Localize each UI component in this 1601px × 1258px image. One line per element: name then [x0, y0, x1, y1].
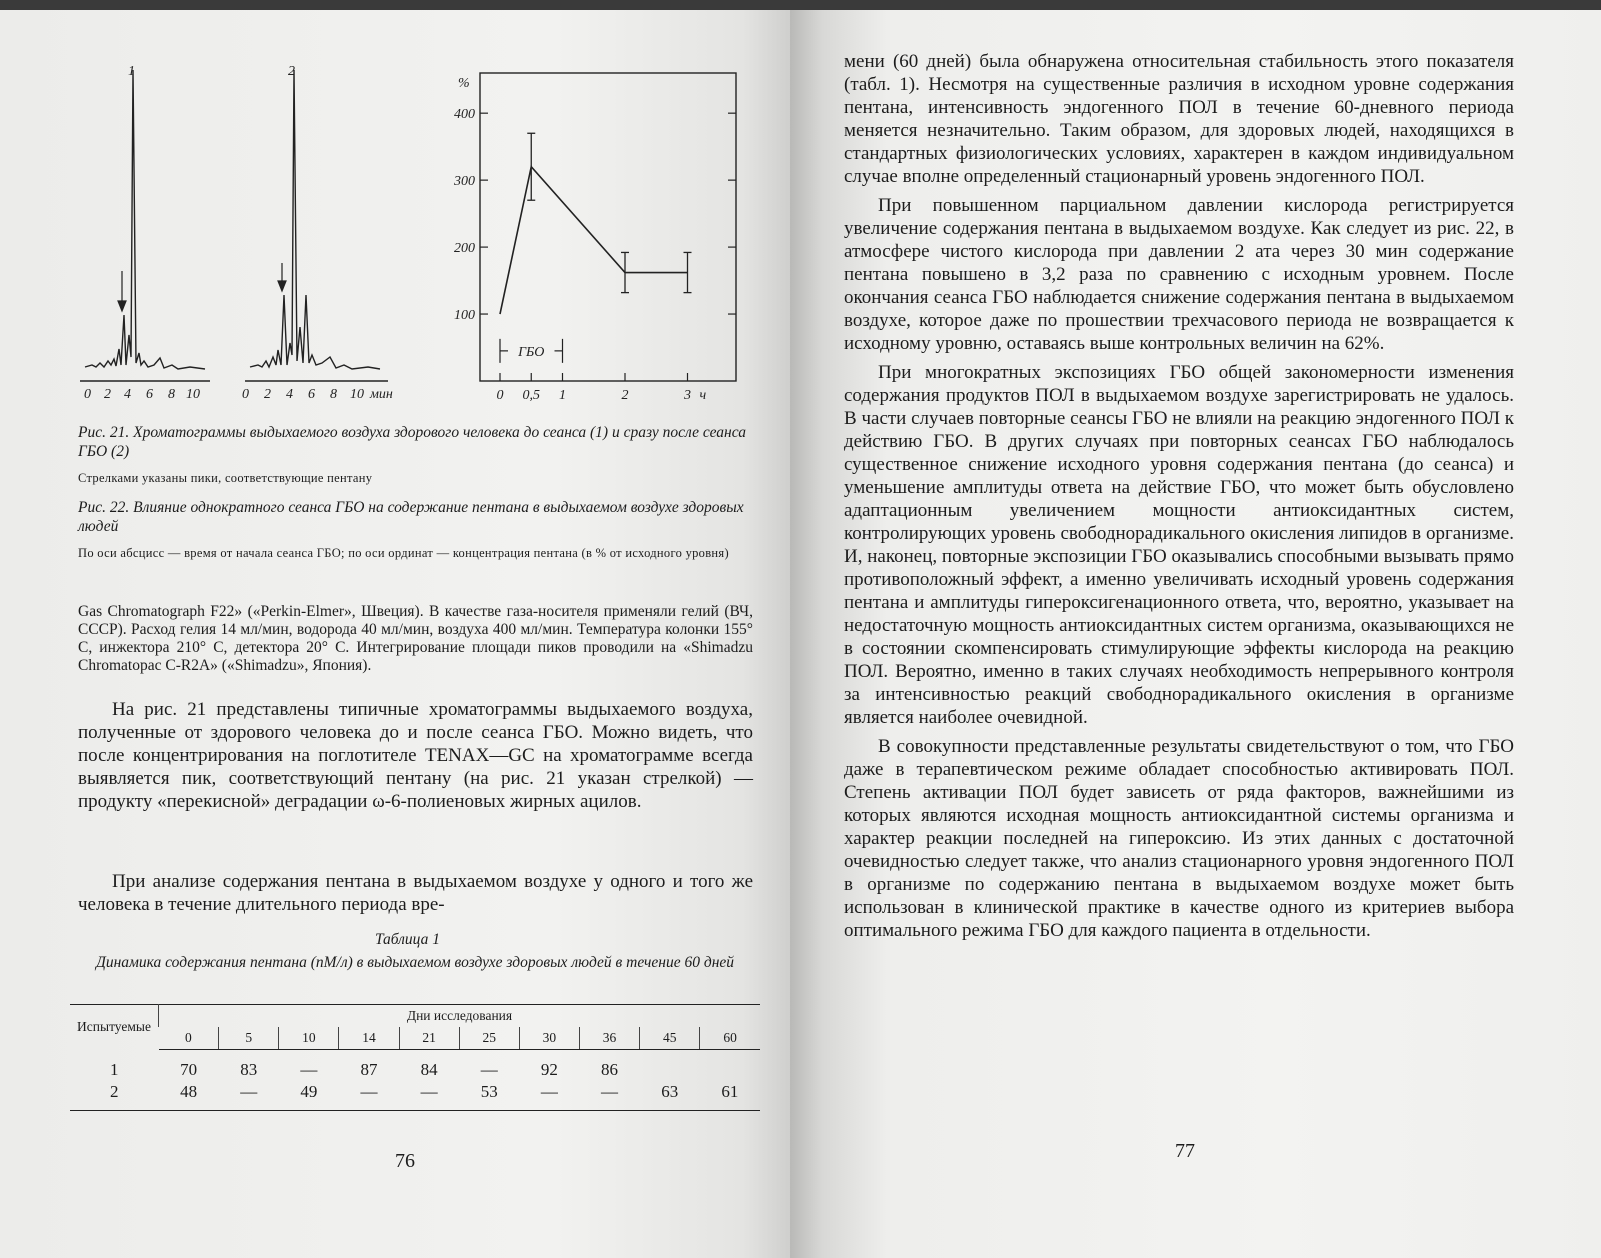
left-page: [0, 10, 790, 1258]
methods-paragraph: Gas Chromatograph F22» («Perkin-Elmer», Швеция). В качестве газа-носителя применяли гелий (ВЧ, СССР). Расход гелия 14 мл/мин, водорода 40 мл/мин, воздуха 400 мл/мин. Температура колонки 155° С, инжектора 210° С, детектора 20° С. Интегрирование площади пиков проводили на «Shimadzu Chromatopac C-R2A» («Shimadzu», Япония).: [78, 603, 753, 674]
chrom1-tick: 6: [146, 387, 153, 402]
value-cell: —: [360, 1082, 378, 1101]
subject-cell: 1: [110, 1059, 119, 1079]
chrom1-tick: 2: [104, 387, 111, 402]
figure-22-note: По оси абсцисс — время от начала сеанса ГБО; по оси ординат — концентрация пентана (в % от исходного уровня): [78, 546, 729, 560]
value-cell: 92: [540, 1060, 558, 1079]
day-header: 5: [219, 1027, 279, 1050]
paragraph-fig21: На рис. 21 представлены типичные хроматограммы выдыхаемого воздуха, полученные от здорового человека до и после сеанса ГБО. Можно видеть, что после концентрирования на поглотителе TENAX—GC на хроматограмме всегда выявляется пик, соответствующий пентану (на рис. 21 указан стрелкой) — продукту «перекисной» деградации ω-6-полиеновых жирных ацилов.: [78, 699, 753, 812]
chromatogram-2-ticks: [242, 387, 393, 402]
day-header: 30: [519, 1027, 579, 1050]
x-tick-label: 0: [496, 388, 504, 403]
chrom2-tick: 0: [242, 387, 249, 402]
figure-21-caption: Рис. 21. Хроматограммы выдыхаемого воздуха здорового человека до сеанса (1) и сразу после сеанса ГБО (2): [78, 424, 746, 460]
figure-22-caption: Рис. 22. Влияние однократного сеанса ГБО на содержание пентана в выдыхаемом воздухе здоровых людей: [78, 499, 744, 535]
x-tick-label: 2: [621, 388, 629, 403]
value-cell: 53: [480, 1082, 498, 1101]
error-bars: [527, 133, 691, 292]
book-spread: [0, 10, 1601, 1258]
chrom2-tick: 6: [308, 387, 315, 402]
value-cell: 70: [180, 1060, 198, 1079]
figure-22-chart: [453, 73, 736, 403]
chromatogram-1-trace: [85, 70, 205, 369]
value-cell: —: [540, 1082, 558, 1101]
right-page: [790, 10, 1601, 1258]
day-header: 45: [640, 1027, 700, 1050]
paragraph-repeated-exposure: При многократных экспозициях ГБО общей закономерности изменения содержания продуктов ПОЛ в выдыхаемом воздухе зарегистрировать не удалось. В части случаев повторные сеансы ГБО не влияли на реакцию эндогенного ПОЛ к действию ГБО. В других случаях при повторных сеансах ГБО наблюдалось существенное снижение исходного уровня содержания пентана (до сеанса) и уменьшение амплитуды ответа на действие ГБО, что может быть обусловлено адаптационным увеличением мощности антиоксидантных систем, контролирующих уровень свободнорадикального окисления липидов в организме. И, наконец, повторные экспозиции ГБО оказывались способными вызывать прямо противоположный эффект, а именно увеличивать исходный уровень содержания пентана и амплитуды гипероксигенационного ответа, что, вероятно, указывает на недостаточную мощность антиоксидантных систем организма, оказывающихся не в состоянии скомпенсировать стимулирующие эффекты кислорода на реакцию ПОЛ. Вероятно, именно в таких случаях необходимость непрерывного контроля за интенсивностью реакций свободнорадикального окисления в организме является наиболее очевидной.: [844, 362, 1514, 728]
paragraph-stability: мени (60 дней) была обнаружена относительная стабильность этого показателя (табл. 1). Несмотря на существенные различия в исходном уровне содержания пентана, интенсивность эндогенного ПОЛ в течение 60-дневного периода меняется незначительно. Таким образом, для здоровых людей, находящихся в стандартных физиологических условиях, характерен в каждом индивидуальном случае вполне определенный стационарный уровень эндогенного ПОЛ.: [844, 51, 1514, 187]
value-cell: —: [480, 1060, 498, 1079]
table-label: Таблица 1: [374, 931, 440, 948]
x-tick-label: 1: [559, 388, 566, 403]
subject-header: Испытуемые: [77, 1019, 151, 1035]
day-header: 10: [279, 1027, 339, 1050]
right-page-text: [844, 50, 1514, 942]
day-header: 36: [579, 1027, 639, 1050]
value-cell: —: [300, 1060, 318, 1079]
panel-label-2: 2: [288, 65, 295, 79]
day-header: 21: [399, 1027, 459, 1050]
y-tick-label: 400: [454, 107, 475, 123]
y-tick-label: 200: [454, 241, 475, 257]
paragraph-conclusion: В совокупности представленные результаты свидетельствуют о том, что ГБО даже в терапевтическом режиме обладает способностью активировать ПОЛ. Степень активации ПОЛ будет зависеть от ряда факторов, важнейшими из которых являются исходная мощность антиоксидантной системы организма и характер реакции последней на гипероксию. Из этих данных с достаточной очевидностью следует также, что анализ стационарного уровня эндогенного ПОЛ в организме по содержанию пентана в выдыхаемом воздухе может быть использован в клинической практике в качестве одного из критериев выбора оптимального режима ГБО для каждого пациента в отдельности.: [844, 736, 1514, 941]
subject-cell: 2: [110, 1082, 119, 1101]
pentane-series-line: [500, 167, 688, 314]
day-header: 0: [159, 1027, 219, 1050]
table-row: [70, 1050, 760, 1082]
value-cell: —: [240, 1082, 258, 1101]
chrom2-tick: 8: [330, 387, 337, 402]
figure-21-note: Стрелками указаны пики, соответствующие пентану: [78, 471, 373, 485]
y-tick-label: 300: [454, 174, 475, 190]
chrom2-unit: мин: [370, 387, 393, 402]
panel-label-1: 1: [128, 65, 135, 79]
x-axis-ticks: [497, 373, 692, 403]
value-cell: 48: [180, 1082, 198, 1101]
gbo-label: ГБО: [518, 344, 545, 360]
value-cell: [700, 1050, 760, 1082]
figure-21-chromatograms: [80, 70, 388, 381]
pentane-arrows: [118, 263, 286, 311]
value-cell: 86: [601, 1060, 619, 1079]
chromatogram-2-trace: [250, 70, 380, 369]
paragraph-analysis: При анализе содержания пентана в выдыхаемом воздухе у одного и того же человека в течение длительного периода вре-: [78, 871, 753, 915]
value-cell: 84: [420, 1060, 438, 1079]
table-row: [70, 1081, 760, 1111]
day-header: 60: [700, 1027, 760, 1050]
value-cell: 61: [721, 1082, 739, 1101]
value-cell: —: [420, 1082, 438, 1101]
day-header: 14: [339, 1027, 399, 1050]
chrom1-tick: 8: [168, 387, 175, 402]
y-unit-label: %: [458, 76, 470, 91]
pentane-table: [70, 1004, 760, 1111]
y-tick-label: 100: [454, 308, 475, 324]
y-axis-ticks: [453, 107, 736, 323]
chrom1-tick: 0: [84, 387, 91, 402]
x-tick-label: 3: [684, 388, 691, 403]
chrom2-tick: 2: [264, 387, 271, 402]
x-unit-label: ч: [699, 388, 707, 403]
page-number-right: 77: [1175, 1140, 1195, 1162]
value-cell: —: [601, 1082, 619, 1101]
value-cell: [640, 1050, 700, 1082]
figures-area: [70, 65, 760, 415]
value-cell: 49: [300, 1082, 318, 1101]
page-number-left: 76: [395, 1150, 415, 1172]
figures-svg: [70, 65, 760, 415]
chrom1-tick: 10: [186, 387, 200, 402]
chrom1-tick: 4: [124, 387, 131, 402]
paragraph-partial-pressure: При повышенном парциальном давлении кислорода регистрируется увеличение содержания пентана в выдыхаемом воздухе. Как следует из рис. 22, в атмосфере чистого кислорода при давлении 2 ата через 30 мин содержание пентана повышено в 3,2 раза по сравнению с исходным уровнем. После окончания сеанса ГБО наблюдается снижение содержания пентана в выдыхаемом воздухе, которое даже по прошествии трехчасового периода не возвращается к исходному уровню, оставаясь выше контрольных величин на 62%.: [844, 195, 1514, 354]
chromatogram-1-ticks: [84, 387, 200, 402]
table-title: Динамика содержания пентана (nМ/л) в выдыхаемом воздухе здоровых людей в течение 60 дней: [95, 954, 735, 971]
chrom2-tick: 10: [350, 387, 364, 402]
gbo-interval-annotation: [500, 339, 563, 363]
value-cell: 63: [661, 1082, 679, 1101]
value-cell: 87: [360, 1060, 378, 1079]
chrom2-tick: 4: [286, 387, 293, 402]
days-header: Дни исследования: [159, 1005, 761, 1028]
value-cell: 83: [240, 1060, 258, 1079]
x-tick-label: 0,5: [522, 388, 540, 403]
day-header: 25: [459, 1027, 519, 1050]
